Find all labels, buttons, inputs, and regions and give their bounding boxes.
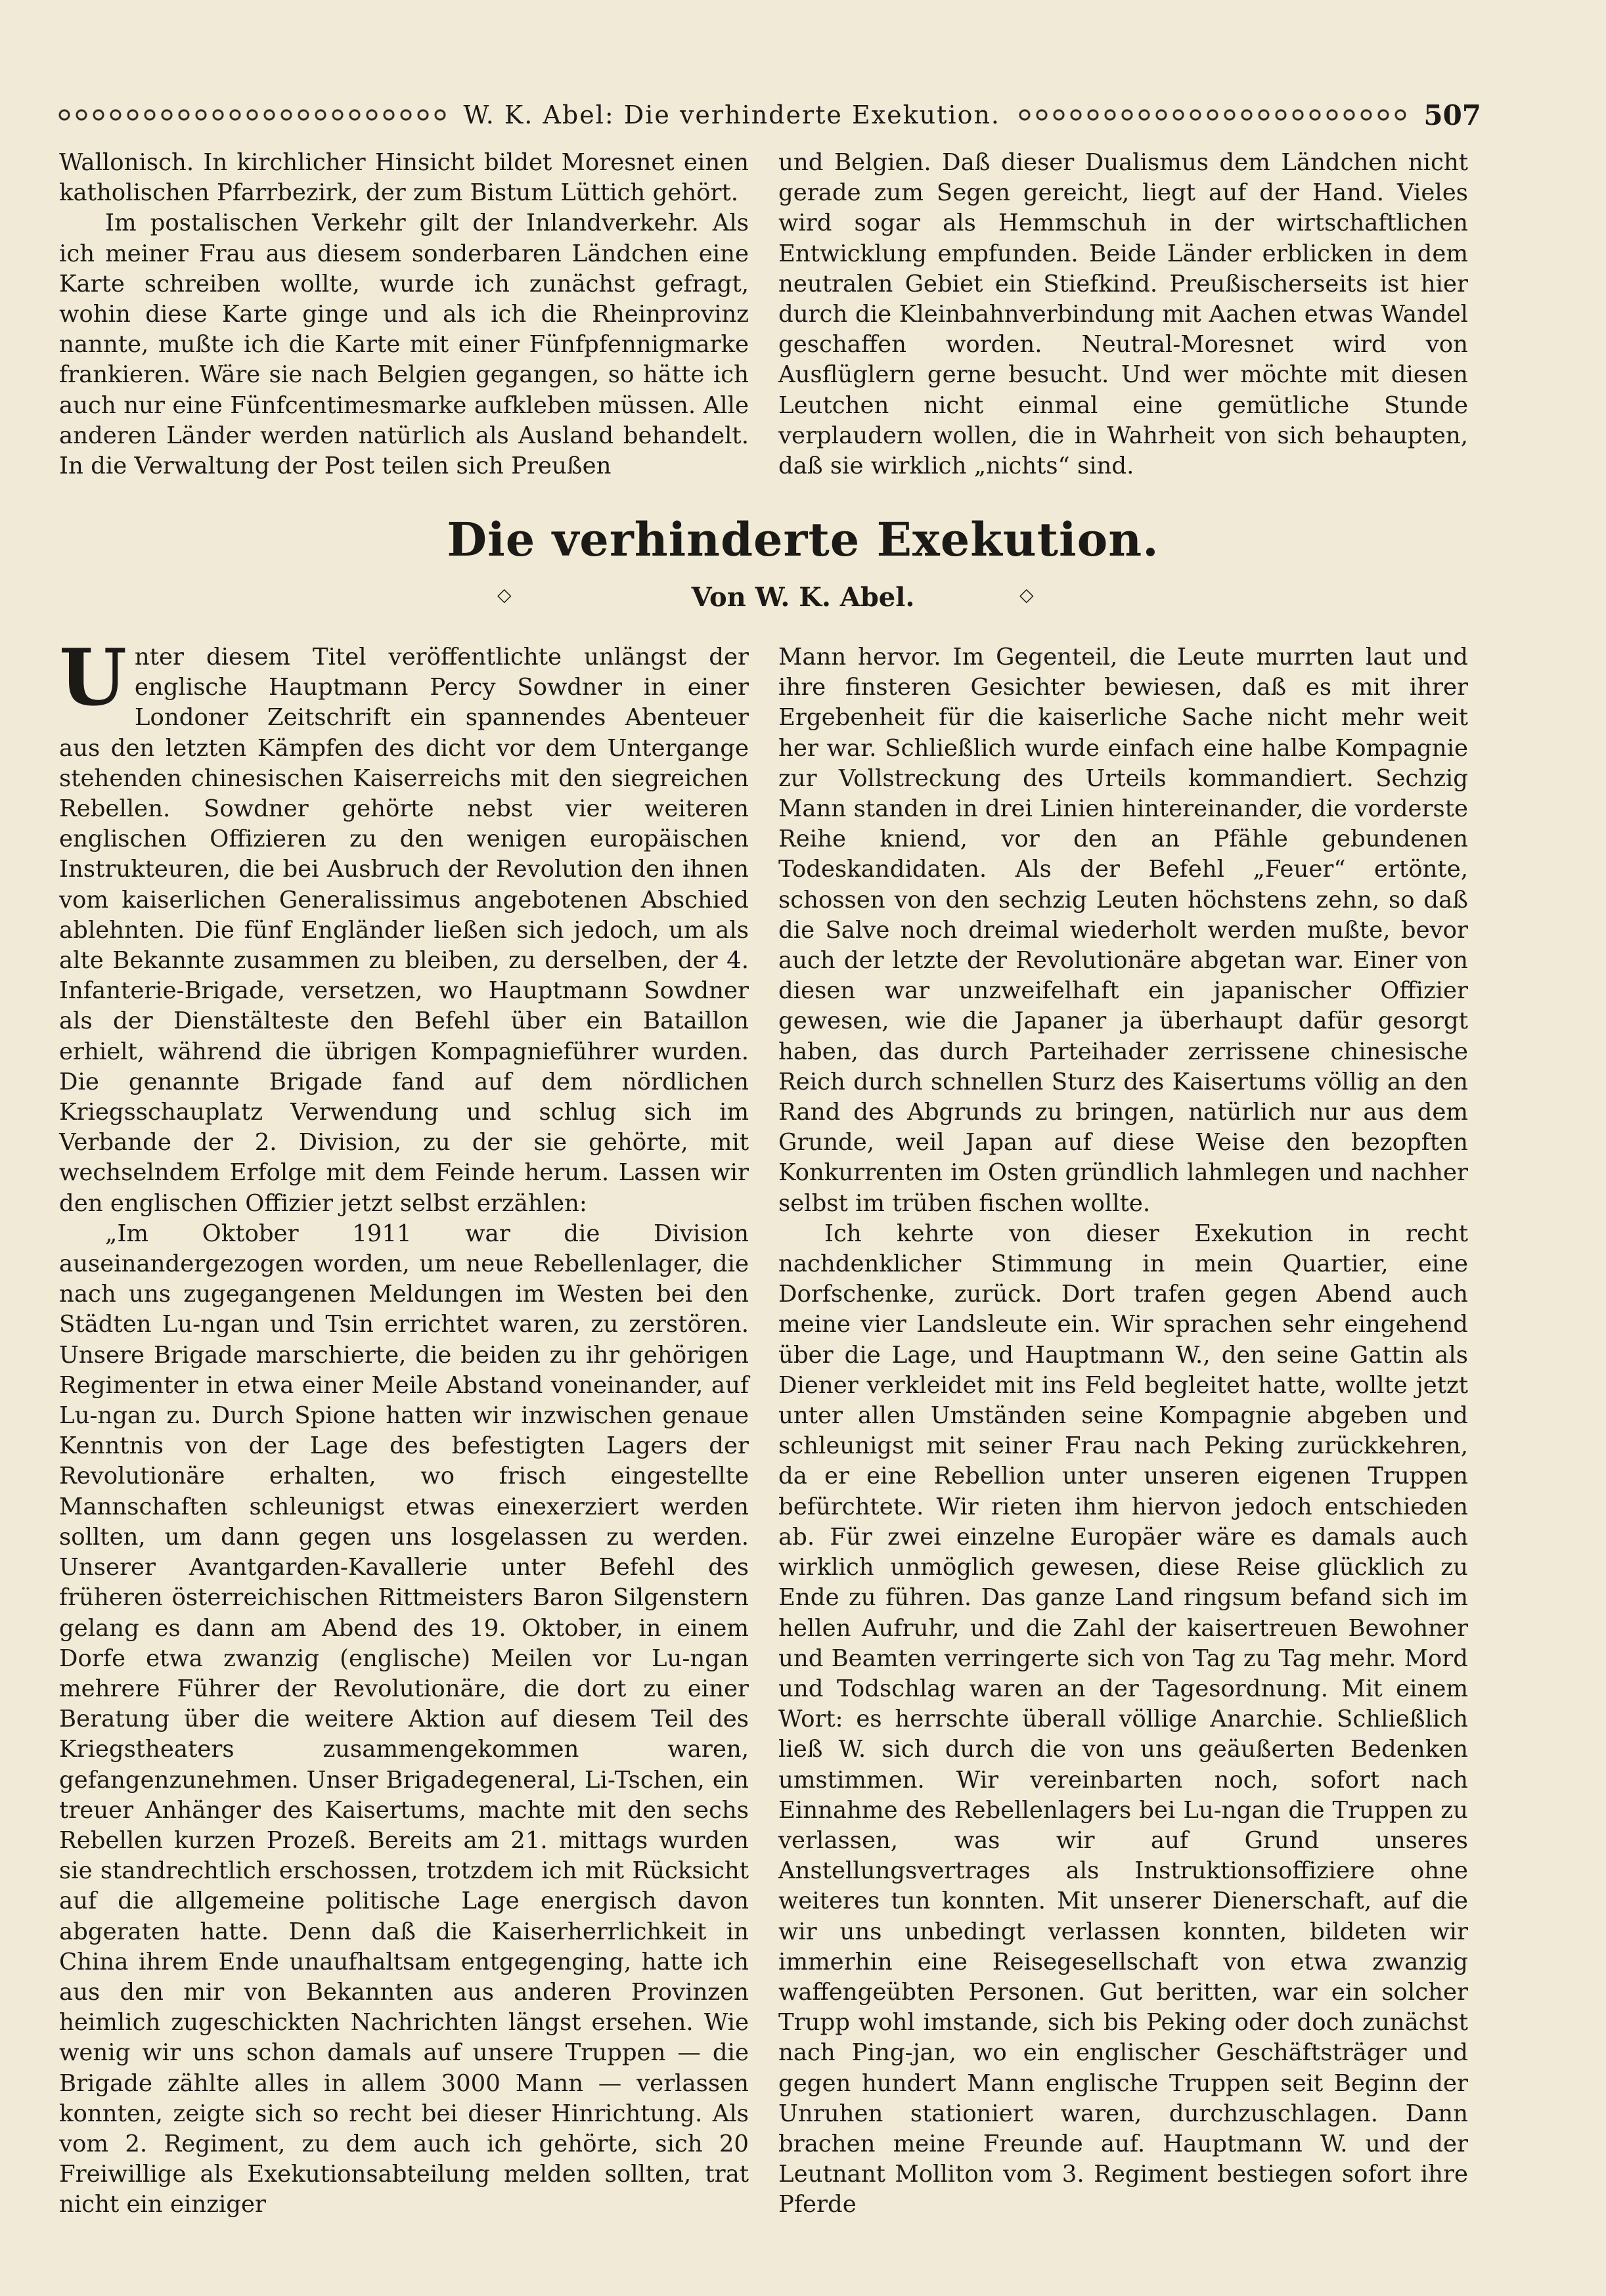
paragraph: Wallonisch. In kirchlicher Hinsicht bildet Moresnet einen katholischen Pfarrbezirk, der zum Bistum Lüttich gehört. <box>59 149 749 207</box>
paragraph <box>59 632 749 1219</box>
diamond-ornament-icon: ◇ <box>497 584 512 606</box>
paragraph-text: nter diesem Titel veröffentlichte unlängst der englische Hauptmann Percy Sowdner in einer Londoner Zeitschrift ein spannendes Abenteuer aus den letzten Kämpfen des dicht vor dem Untergange stehenden chinesischen Kaiserreichs mit den siegreichen Rebellen. Sowdner gehörte nebst vier weiteren englischen Offizieren zu den wenigen europäischen Instrukteuren, die bei Ausbruch der Revolution den ihnen vom kaiserlichen Generalissimus angebotenen Abschied ablehnten. Die fünf Engländer ließen sich jedoch, um als alte Bekannte zusammen zu bleiben, zu derselben, der 4. Infanterie-Brigade, versetzen, wo Hauptmann Sowdner als der Dienstälteste den Befehl über ein Bataillon erhielt, während die übrigen Kompagnieführer wurden. Die genannte Brigade fand auf dem nördlichen Kriegsschauplatz Verwendung und schlug sich im Verbande der 2. Division, zu der sie gehörte, mit wechselndem Erfolge mit dem Feinde herum. Lassen wir den englischen Offizier jetzt selbst erzählen: <box>59 644 749 1217</box>
running-header <box>56 95 1481 135</box>
drop-cap: U <box>59 632 127 723</box>
previous-article-right-column <box>778 148 1468 481</box>
paragraph: Ich kehrte von dieser Exekution in recht nachdenklicher Stimmung in mein Quartier, eine Dorfschenke, zurück. Dort trafen gegen Abend auch meine vier Landsleute ein. Wir sprachen sehr eingehend über die Lage, und Hauptmann W., den seine Gattin als Diener verkleidet mit ins Feld begleitet hatte, wollte jetzt unter allen Umständen seine Kompagnie abgeben und schleunigst mit seiner Frau nach Peking zurückkehren, da er eine Rebellion unter unseren eigenen Truppen befürchtete. Wir rieten ihm hiervon jedoch entschieden ab. Für zwei einzelne Europäer wäre es damals auch wirklich unmöglich gewesen, diese Reise glücklich zu Ende zu führen. Das ganze Land ringsum befand sich im hellen Aufruhr, und die Zahl der kaisertreuen Bewohner und Beamten verringerte sich von Tag zu Tag mehr. Mord und Todschlag waren an der Tagesordnung. Mit einem Wort: es herrschte überall völlige Anarchie. Schließlich ließ W. sich durch die von uns geäußerten Bedenken umstimmen. Wir vereinbarten noch, sofort nach Einnahme des Rebellenlagers bei Lu-ngan die Truppen zu verlassen, was wir auf Grund unseres Anstellungsvertrages als Instruktionsoffiziere ohne weiteres tun konnten. Mit unserer Dienerschaft, auf die wir uns unbedingt verlassen konnten, bildeten wir immerhin eine Reisegesellschaft von etwa zwanzig waffengeübten Personen. Gut beritten, war ein solcher Trupp wohl imstande, sich bis Peking oder doch zunächst nach Ping-jan, wo ein englischer Geschäftsträger und gegen hundert Mann englische Truppen seit Beginn der Unruhen stationiert waren, durchzuschlagen. Dann brachen meine Freunde auf. Hauptmann W. und der Leutnant Molliton vom 3. Regiment bestiegen sofort ihre Pferde <box>778 1220 1468 2219</box>
ornament-border-left <box>56 106 447 123</box>
paragraph: „Im Oktober 1911 war die Division auseinandergezogen worden, um neue Rebellenlager, die nach uns zugegangenen Meldungen im Westen bei den Städten Lu-ngan und Tsin errichtet waren, zu zerstören. Unsere Brigade marschierte, die beiden zu ihr gehörigen Regimenter in etwa einer Meile Abstand voneinander, auf Lu-ngan zu. Durch Spione hatten wir inzwischen genaue Kenntnis von der Lage des befestigten Lagers der Revolutionäre erhalten, wo frisch eingestellte Mannschaften schleunigst etwas einexerziert werden sollten, um dann gegen uns losgelassen zu werden. Unserer Avantgarden-Kavallerie unter Befehl des früheren österreichischen Rittmeisters Baron Silgenstern gelang es dann am Abend des 19. Oktober, in einem Dorfe etwa zwanzig (englische) Meilen vor Lu-ngan mehrere Führer der Revolutionäre, die dort zu einer Beratung über die weitere Aktion auf diesem Teil des Kriegstheaters zusammengekommen waren, gefangenzunehmen. Unser Brigadegeneral, Li-Tschen, ein treuer Anhänger des Kaisertums, machte mit den sechs Rebellen kurzen Prozeß. Bereits am 21. mittags wurden sie standrechtlich erschossen, trotzdem ich mit Rücksicht auf die allgemeine politische Lage energisch davon abgeraten hatte. Denn daß die Kaiserherrlichkeit in China ihrem Ende unaufhaltsam entgegenging, hatte ich aus den mir von Bekannten aus anderen Provinzen heimlich zugeschickten Nachrichten längst ersehen. Wie wenig wir uns schon damals auf unsere Truppen — die Brigade zählte alles in allem 3000 Mann — verlassen konnten, zeigte sich so recht bei dieser Hinrichtung. Als vom 2. Regiment, zu dem auch ich gehörte, sich 20 Freiwillige als Exekutionsabteilung melden sollten, trat nicht ein einziger <box>59 1220 749 2219</box>
paragraph: Mann hervor. Im Gegenteil, die Leute murrten laut und ihre finsteren Gesichter bewiesen, daß es mit ihrer Ergebenheit für die kaiserliche Sache nicht mehr weit her war. Schließlich wurde einfach eine halbe Kompagnie zur Vollstreckung des Urteils kommandiert. Sechzig Mann standen in drei Linien hintereinander, die vorderste Reihe kniend, vor den an Pfähle gebundenen Todeskandidaten. Als der Befehl „Feuer“ ertönte, schossen von den sechzig Leuten höchstens zehn, so daß die Salve noch dreimal wiederholt werden mußte, bevor auch der letzte der Revolutionäre abgetan war. Einer von diesen war unzweifelhaft ein japanischer Offizier gewesen, wie die Japaner ja überhaupt dafür gesorgt haben, das durch Parteihader zerrissene chinesische Reich durch schnellen Sturz des Kaisertums völlig an den Rand des Abgrunds zu bringen, natürlich nur aus dem Grunde, weil Japan auf diese Weise den bezopften Konkurrenten im Osten gründlich lahmlegen und nachher selbst im trüben fischen wollte. <box>778 644 1468 1217</box>
running-title: W. K. Abel: Die verhinderte Exekution. <box>463 100 1000 129</box>
byline: Von W. K. Abel. <box>691 582 915 613</box>
article-title: Die verhinderte Exekution. <box>447 512 1159 567</box>
article-left-column <box>59 632 749 2220</box>
previous-article-left-column <box>59 148 749 481</box>
ornament-border-right <box>1016 106 1408 123</box>
diamond-ornament-icon: ◇ <box>1019 584 1034 606</box>
byline-row <box>0 579 1606 616</box>
article-right-column <box>778 642 1468 2220</box>
paragraph: und Belgien. Daß dieser Dualismus dem Ländchen nicht gerade zum Segen gereicht, liegt auf der Hand. Vieles wird sogar als Hemmschuh in der wirtschaftlichen Entwicklung empfunden. Beide Länder erblicken in dem neutralen Gebiet ein Stiefkind. Preußischerseits ist hier durch die Kleinbahnverbindung mit Aachen etwas Wandel geschaffen worden. Neutral-Moresnet wird von Ausflüglern gerne besucht. Und wer möchte mit diesen Leutchen nicht einmal eine gemütliche Stunde verplaudern wollen, die in Wahrheit von sich behaupten, daß sie wirklich „nichts“ sind. <box>778 149 1468 480</box>
paragraph: Im postalischen Verkehr gilt der Inlandverkehr. Als ich meiner Frau aus diesem sonderbaren Ländchen eine Karte schreiben wollte, wurde ich zunächst gefragt, wohin diese Karte ginge und als ich die Rheinprovinz nannte, mußte ich die Karte mit einer Fünfpfennigmarke frankieren. Wäre sie nach Belgien gegangen, so hätte ich auch nur eine Fünfcentimesmarke aufkleben müssen. Alle anderen Länder werden natürlich als Ausland behandelt. In die Verwaltung der Post teilen sich Preußen <box>59 210 749 480</box>
page-number: 507 <box>1423 99 1482 131</box>
